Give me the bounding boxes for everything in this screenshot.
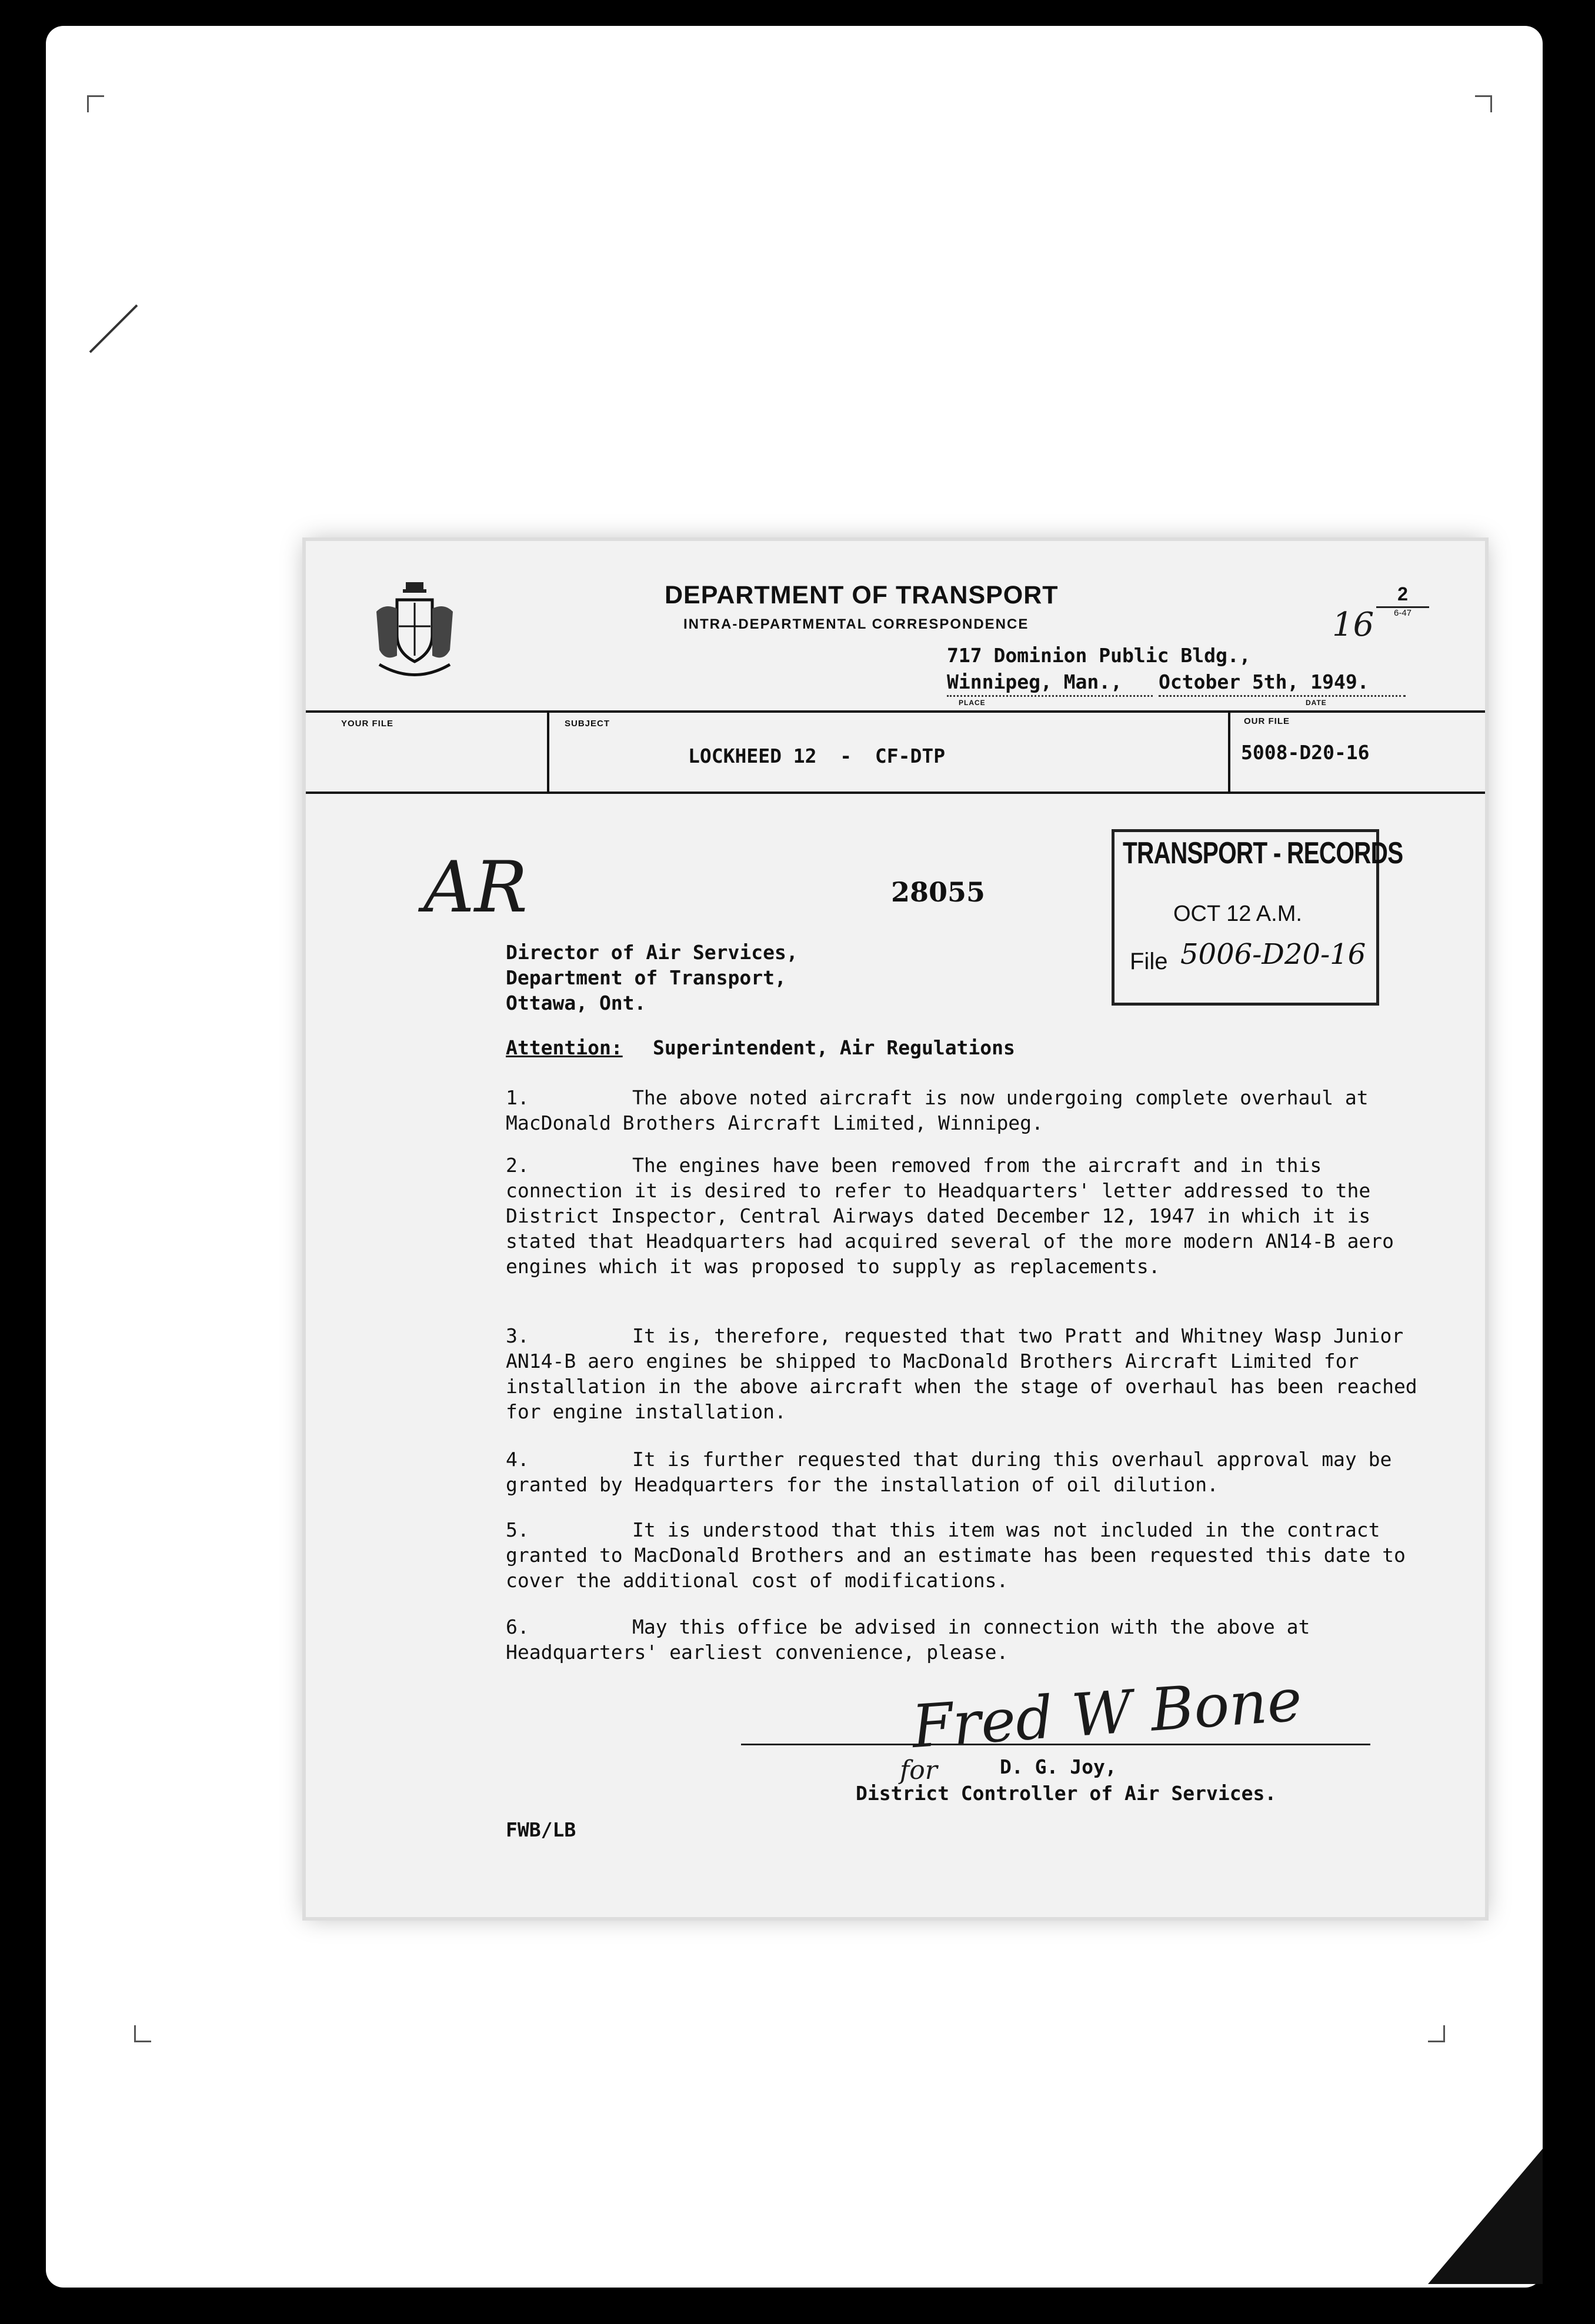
reference-number: 28055 (891, 876, 986, 908)
signatory-name: D. G. Joy, (1000, 1755, 1117, 1778)
file-bar-divider-left (547, 710, 549, 793)
crop-mark-top-left (87, 95, 104, 112)
attention-label: Attention: (506, 1036, 623, 1059)
your-file-label: YOUR FILE (341, 719, 394, 729)
paragraph-text: May this office be advised in connection with the above at Headquarters' earliest convenience, please. (506, 1615, 1310, 1664)
paragraph-number: 3. (506, 1324, 529, 1347)
paragraph (506, 1323, 1447, 1424)
form-number-value: 2 (1376, 583, 1429, 608)
origin-place: Winnipeg, Man., (947, 670, 1123, 693)
form-date: 6-47 (1393, 608, 1412, 618)
handwritten-signature: Fred W Bone (909, 1665, 1304, 1762)
paragraph (506, 1517, 1447, 1593)
place-label: PLACE (959, 699, 986, 707)
handwritten-page-number: 16 (1332, 606, 1374, 644)
date-underline (1159, 695, 1406, 697)
file-bar-divider-right (1228, 710, 1230, 793)
signature-for-mark: for (900, 1755, 937, 1785)
reference-initials: FWB/LB (506, 1818, 576, 1841)
transport-records-stamp (1112, 829, 1403, 1006)
stray-mark (87, 302, 140, 355)
letter-page (306, 541, 1485, 1917)
subject-label: SUBJECT (565, 719, 610, 729)
page-corner-shadow (1428, 2137, 1543, 2284)
paragraph (506, 1085, 1447, 1136)
paragraph-text: It is understood that this item was not included in the contract granted to MacDonald Brothers and an estimate has been requested this date to cover the additional cost of modifications. (506, 1518, 1406, 1592)
crop-mark-top-right (1475, 95, 1492, 112)
stamp-file-value: 5006-D20-16 (1180, 938, 1366, 971)
our-file-value: 5008-D20-16 (1241, 741, 1370, 764)
our-file-label: OUR FILE (1244, 716, 1290, 726)
stamp-title: TRANSPORT - RECORDS (1123, 836, 1403, 870)
form-number (1376, 583, 1429, 618)
paragraph-number: 4. (506, 1448, 529, 1471)
date-label: DATE (1306, 699, 1327, 707)
paragraph-text: It is, therefore, requested that two Pratt and Whitney Wasp Junior AN14-B aero engines be shipped to MacDonald Brothers Aircraft Limited for installation in the above aircraft when the stage of overhaul has been reached for engine installation. (506, 1324, 1417, 1423)
department-title: DEPARTMENT OF TRANSPORT (665, 581, 1059, 609)
coat-of-arms-icon (371, 576, 459, 682)
file-bar-top-rule (306, 710, 1485, 713)
place-underline (947, 695, 1153, 697)
stamp-date: OCT 12 A.M. (1173, 901, 1302, 926)
paragraph (506, 1153, 1447, 1279)
paragraph-text: The engines have been removed from the aircraft and in this connection it is desired to refer to Headquarters' letter addressed to the District Inspector, Central Airways dated December 12, 1947 in which it is stated that Headquarters had acquired several of the more modern AN14-B aero engines which it was proposed to supply as replacements. (506, 1154, 1394, 1278)
origin-date: October 5th, 1949. (1159, 670, 1369, 693)
paragraph-number: 2. (506, 1154, 529, 1177)
addressee-line: Director of Air Services, (506, 941, 798, 964)
address-line: 717 Dominion Public Bldg., (947, 644, 1251, 667)
file-bar-bottom-rule (306, 792, 1485, 794)
paragraph (506, 1614, 1447, 1665)
paragraph (506, 1447, 1447, 1497)
crop-mark-bottom-right (1428, 2025, 1445, 2042)
attention-value: Superintendent, Air Regulations (653, 1036, 1015, 1059)
paragraph-number: 5. (506, 1518, 529, 1541)
addressee-line: Department of Transport, (506, 966, 786, 989)
paragraph-text: It is further requested that during this overhaul approval may be granted by Headquarters for the installation of oil dilution. (506, 1448, 1392, 1496)
crop-mark-bottom-left (134, 2025, 151, 2042)
paragraph-text: The above noted aircraft is now undergoing complete overhaul at MacDonald Brothers Aircraft Limited, Winnipeg. (506, 1086, 1369, 1134)
signatory-title: District Controller of Air Services. (856, 1782, 1277, 1805)
paragraph-number: 1. (506, 1086, 529, 1109)
correspondence-subtitle: INTRA-DEPARTMENTAL CORRESPONDENCE (683, 616, 1029, 632)
addressee-line: Ottawa, Ont. (506, 991, 646, 1014)
paragraph-number: 6. (506, 1615, 529, 1638)
stamp-file-label: File (1130, 949, 1168, 974)
handwritten-initials: AR (423, 847, 528, 929)
subject-value: LOCKHEED 12 - CF-DTP (688, 744, 946, 767)
